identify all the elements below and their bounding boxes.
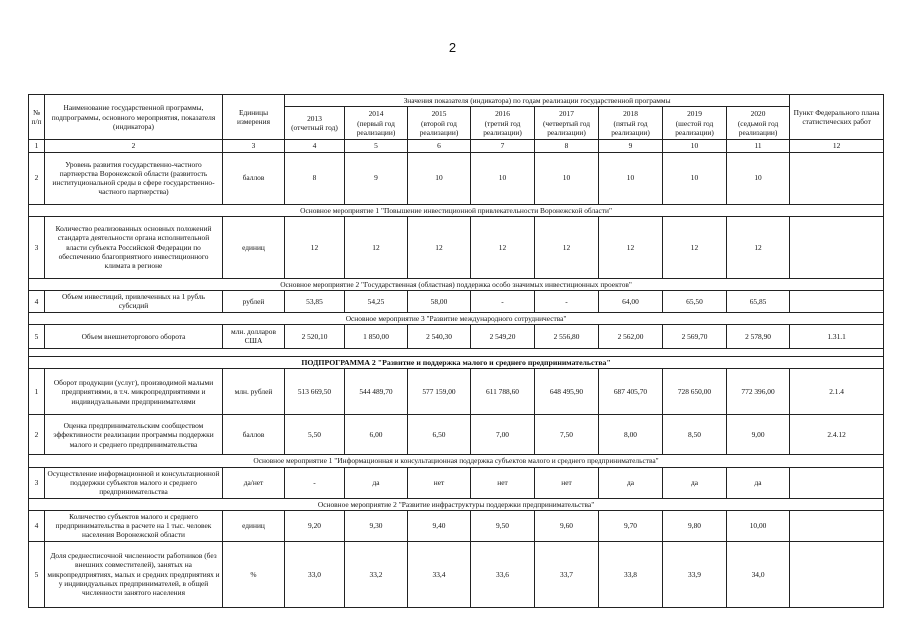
value-cell: 9,20 [285,510,345,541]
table-row [29,324,884,348]
indicator-name: Количество реализованных основных положений стандарта деятельности органа исполнительной власти субъекта Российской Федерации по обеспечению благоприятного инвестиционного климата в регионе [45,216,223,278]
row-number: 5 [29,541,45,607]
value-cell: - [535,291,599,313]
indicator-unit: млн. рублей [223,369,285,415]
value-cell: да [345,467,408,498]
value-cell: 53,85 [285,291,345,313]
value-cell: 2 569,70 [663,324,727,348]
table-row [29,415,884,455]
table-row [29,152,884,204]
value-cell: 65,85 [727,291,790,313]
row-number: 2 [29,152,45,204]
row-number: 4 [29,510,45,541]
section-title: Основное мероприятие 3 "Развитие международного сотрудничества" [29,312,884,324]
table-row [29,467,884,498]
indicator-unit: единиц [223,510,285,541]
value-cell: 33,7 [535,541,599,607]
value-cell: 10 [599,152,663,204]
value-cell: нет [408,467,471,498]
value-cell: 34,0 [727,541,790,607]
value-cell: 33,2 [345,541,408,607]
indicator-name: Оценка предпринимательским сообществом эффективности реализации программы поддержки малого и среднего предпринимательства [45,415,223,455]
col-number: 11 [727,140,790,152]
value-cell: 10,00 [727,510,790,541]
value-cell: - [285,467,345,498]
value-cell: 6,50 [408,415,471,455]
col-number: 5 [345,140,408,152]
col-number: 8 [535,140,599,152]
value-cell: 9,70 [599,510,663,541]
value-cell: 513 669,50 [285,369,345,415]
col-number: 4 [285,140,345,152]
value-cell: 12 [727,216,790,278]
value-cell: 33,9 [663,541,727,607]
plan-cell: 2.1.4 [790,369,884,415]
col-number: 9 [599,140,663,152]
plan-cell [790,510,884,541]
value-cell: 2 556,80 [535,324,599,348]
section-title: Основное мероприятие 2 "Государственная (областная) поддержка особо значимых инвестиционных проектов" [29,278,884,290]
value-cell: 12 [285,216,345,278]
value-cell: 12 [471,216,535,278]
indicator-name: Оборот продукции (услуг), производимой малыми предприятиями, в т.ч. микропредприятиями и индивидуальными предпринимателями [45,369,223,415]
row-number: 4 [29,291,45,313]
value-cell: 577 159,00 [408,369,471,415]
plan-cell [790,216,884,278]
value-cell: 12 [599,216,663,278]
header-col-no: № п/п [29,95,45,140]
header-year-2016: 2016 (третий год реализации) [471,107,535,140]
header-year-2013: 2013 (отчетный год) [285,107,345,140]
value-cell: 772 396,00 [727,369,790,415]
indicator-unit: млн. долларов США [223,324,285,348]
header-year-2019: 2019 (шестой год реализации) [663,107,727,140]
header-year-2014: 2014 (первый год реализации) [345,107,408,140]
value-cell: 10 [471,152,535,204]
header-col-name: Наименование государственной программы, подпрограммы, основного мероприятия, показателя (индикатора) [45,95,223,140]
col-number: 3 [223,140,285,152]
row-number: 2 [29,415,45,455]
section-title: Основное мероприятие 1 "Информационная и консультационная поддержка субъектов малого и среднего предпринимательства" [29,455,884,467]
value-cell: 10 [408,152,471,204]
value-cell: 687 405,70 [599,369,663,415]
value-cell: 58,00 [408,291,471,313]
col-number: 2 [45,140,223,152]
table-row [29,291,884,313]
indicators-table [28,94,884,608]
value-cell: 33,0 [285,541,345,607]
indicator-name: Объем внешнеторгового оборота [45,324,223,348]
header-year-2020: 2020 (седьмой год реализации) [727,107,790,140]
indicator-unit: баллов [223,415,285,455]
indicator-name: Уровень развития государственно-частного партнерства Воронежской области (развитость институциональной среды в сфере государственно-частного партнерства) [45,152,223,204]
value-cell: 9,40 [408,510,471,541]
indicator-unit: % [223,541,285,607]
header-year-2018: 2018 (пятый год реализации) [599,107,663,140]
indicator-unit: рублей [223,291,285,313]
header-year-2017: 2017 (четвертый год реализации) [535,107,599,140]
col-number: 7 [471,140,535,152]
value-cell: 33,8 [599,541,663,607]
value-cell: 5,50 [285,415,345,455]
value-cell: 2 562,00 [599,324,663,348]
value-cell: 64,00 [599,291,663,313]
value-cell: 12 [408,216,471,278]
value-cell: 6,00 [345,415,408,455]
header-col-plan: Пункт Федерального плана статистических работ [790,95,884,140]
value-cell: 2 549,20 [471,324,535,348]
indicator-name: Объем инвестиций, привлеченных на 1 рубль субсидий [45,291,223,313]
value-cell: нет [535,467,599,498]
value-cell: 8,00 [599,415,663,455]
value-cell: 648 495,90 [535,369,599,415]
col-number: 1 [29,140,45,152]
plan-cell [790,291,884,313]
plan-cell [790,467,884,498]
value-cell: 10 [663,152,727,204]
column-numbers-row [29,140,884,152]
indicator-unit: да/нет [223,467,285,498]
value-cell: 728 650,00 [663,369,727,415]
value-cell: 2 578,90 [727,324,790,348]
col-number: 10 [663,140,727,152]
header-year-2015: 2015 (второй год реализации) [408,107,471,140]
col-number: 12 [790,140,884,152]
section-title: Основное мероприятие 1 "Повышение инвестиционной привлекательности Воронежской области" [29,204,884,216]
value-cell: 12 [535,216,599,278]
value-cell: 10 [727,152,790,204]
value-cell: 9,00 [727,415,790,455]
value-cell: нет [471,467,535,498]
value-cell: 8 [285,152,345,204]
value-cell: да [663,467,727,498]
value-cell: 8,50 [663,415,727,455]
plan-cell [790,152,884,204]
indicator-unit: единиц [223,216,285,278]
value-cell: 33,4 [408,541,471,607]
value-cell: 2 540,30 [408,324,471,348]
plan-cell: 2.4.12 [790,415,884,455]
value-cell: 7,00 [471,415,535,455]
value-cell: 12 [345,216,408,278]
value-cell: - [471,291,535,313]
spacer-row [29,348,884,356]
value-cell: 9,80 [663,510,727,541]
plan-cell: 1.31.1 [790,324,884,348]
indicator-name: Доля среднесписочной численности работников (без внешних совместителей), занятых на микропредприятиях, малых и средних предприятиях и у индивидуальных предпринимателей, в общей численности занятого населения [45,541,223,607]
row-number: 3 [29,216,45,278]
value-cell: 10 [535,152,599,204]
indicator-unit: баллов [223,152,285,204]
value-cell: 33,6 [471,541,535,607]
value-cell: 12 [663,216,727,278]
value-cell: 611 788,60 [471,369,535,415]
row-number: 1 [29,369,45,415]
indicator-name: Осуществление информационной и консультационной поддержки субъектов малого и среднего предпринимательства [45,467,223,498]
value-cell: 7,50 [535,415,599,455]
value-cell: 9 [345,152,408,204]
subprogram-title: ПОДПРОГРАММА 2 "Развитие и поддержка малого и среднего предпринимательства" [29,356,884,369]
table-row [29,510,884,541]
plan-cell [790,541,884,607]
value-cell: 65,50 [663,291,727,313]
table-row [29,369,884,415]
header-values-group: Значения показателя (индикатора) по годам реализации государственной программы [285,95,790,107]
value-cell: 9,60 [535,510,599,541]
page-number: 2 [448,40,457,55]
indicator-name: Количество субъектов малого и среднего предпринимательства в расчете на 1 тыс. человек населения Воронежской области [45,510,223,541]
row-number: 5 [29,324,45,348]
col-number: 6 [408,140,471,152]
value-cell: 1 850,00 [345,324,408,348]
header-col-unit: Единицы измерения [223,95,285,140]
value-cell: да [599,467,663,498]
value-cell: да [727,467,790,498]
row-number: 3 [29,467,45,498]
table-row [29,541,884,607]
value-cell: 9,50 [471,510,535,541]
value-cell: 9,30 [345,510,408,541]
table-row [29,216,884,278]
value-cell: 54,25 [345,291,408,313]
section-title: Основное мероприятие 2 "Развитие инфраструктуры поддержки предпринимательства" [29,498,884,510]
value-cell: 2 520,10 [285,324,345,348]
value-cell: 544 489,70 [345,369,408,415]
